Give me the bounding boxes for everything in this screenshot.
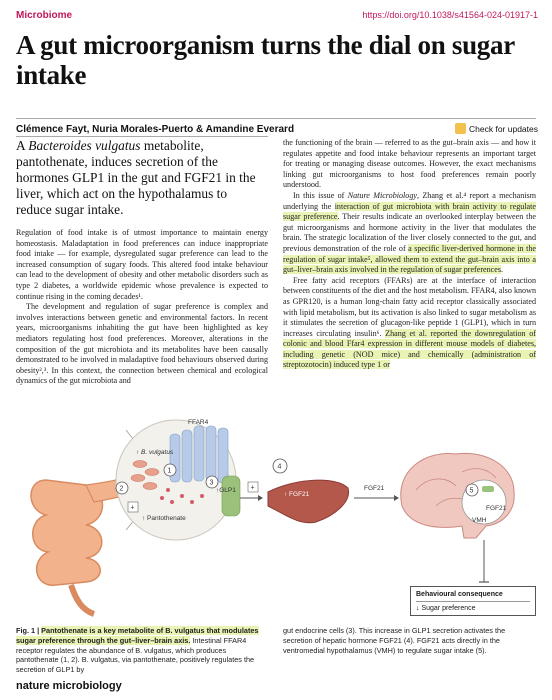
caption-highlight: Pantothenate is a key metabolite of B. vulgatus that modulates sugar preference through the gut–liver–brain axis. (16, 626, 259, 645)
behaviour-value: ↓ Sugar preference (416, 601, 530, 613)
paragraph: Regulation of food intake is of utmost importance to maintain energy homeostasis. Maladaptation in food preferences can induce inappropriate food intake — for example, dysregulated sugar preference can lead to the increased consumption of sugary foods. This altered food intake behaviour can lead to the development of obesity and other metabolic disorders such as type 2 diabetes, a worldwide epidemic whose prevalence is expected to continue rising in the coming decades¹. (16, 228, 268, 301)
paragraph: The development and regulation of sugar preference is complex and involves interactions between genetic and environmental factors. In recent years, microorganisms inhabiting the gut have been highlighted as key mediators regulating host food preferences. Moreover, alterations in the composition of the gut microbiota and its metabolites have been causally demonstrated to be involved in maladaptive food behaviours observed during obesity²,³. In this context, the connection between chemical and ecological dynamics of the gut microbiota and (16, 302, 268, 386)
svg-text:5: 5 (469, 487, 474, 495)
left-column (16, 228, 268, 387)
check-updates-icon (455, 123, 466, 134)
svg-text:4: 4 (277, 463, 282, 471)
highlight: a specific liver-derived hormone in the regulation of sugar intake⁵, allowed them to extend the gut–brain axis into a gut–liver–brain axis involved in the regulation of sugar preferences (283, 243, 536, 275)
svg-text:↑ Pantothenate: ↑ Pantothenate (142, 515, 186, 522)
figure-caption: Fig. 1 | Pantothenate is a key metabolite of B. vulgatus that modulates sugar preference through the gut–liver–brain axis. Intestinal FFAR4 receptor regulates the abundance of B. vulgatus, which produces pantothenate (1, 2). B. vulgatus, via pantothenate, positively regulates the secretion of GLP1 by (16, 626, 259, 675)
species-name: Bacteroides vulgatus (28, 138, 141, 153)
doi-link[interactable]: https://doi.org/10.1038/s41564-024-01917-1 (362, 10, 538, 20)
highlight: interaction of gut microbiota with brain activity to regulate sugar preference (283, 201, 536, 222)
check-updates-button[interactable] (455, 123, 538, 134)
svg-text:+: + (250, 484, 255, 492)
paragraph: Free fatty acid receptors (FFARs) are at the interface of interaction between constituents of the diet and the host metabolism. FFAR4, also known as GPR120, is a human long-chain fatty acid receptor classically associated with lipid metabolism, but its activation is also linked to sugar metabolism as it stimulates the secretion of glucagon-like peptide 1 (GLP1), which in turn increases circulating insulin⁶. Zhang et al. reported the downregulation of colonic and blood Ffar4 expression in different mouse models of diabetes, including genetic (NOD mice) and chemically (administration of streptozotocin) induced type 1 or (283, 275, 536, 370)
check-updates-label: Check for updates (469, 123, 538, 134)
behaviour-title: Behavioural consequence (416, 591, 503, 598)
svg-text:2: 2 (119, 485, 124, 493)
section-label: Microbiome (16, 10, 73, 21)
article-title: A gut microorganism turns the dial on sugar intake (16, 30, 515, 90)
authors: Clémence Fayt, Nuria Morales-Puerto & Amandine Everard (16, 124, 295, 135)
behaviour-box (410, 586, 536, 616)
svg-text:↑ FGF21: ↑ FGF21 (284, 491, 310, 498)
svg-text:3: 3 (209, 479, 214, 487)
svg-text:VMH: VMH (472, 517, 487, 524)
journal-logo: nature microbiology (16, 680, 122, 692)
paragraph: In this issue of Nature Microbiology, Zhang et al.⁴ report a mechanism underlying the interaction of gut microbiota with brain activity to regulate sugar preference. Their results indicate an overlooked interplay between the gut microorganisms and hormone activity in the liver that modulates the brain. The strategic localization of the liver closely connected to the gut, and previous demonstration of the role of a specific liver-derived hormone in the regulation of sugar intake⁵, allowed them to extend the gut–brain axis into a gut–liver–brain axis involved in the regulation of sugar preferences. (283, 190, 536, 275)
svg-text:↑GLP1: ↑GLP1 (216, 487, 236, 494)
svg-text:↑ B. vulgatus: ↑ B. vulgatus (136, 449, 174, 456)
svg-text:FGF21: FGF21 (486, 505, 507, 512)
svg-text:1: 1 (167, 467, 172, 475)
paragraph: the functioning of the brain — referred to as the gut–brain axis — and how it regulates appetite and food intake behaviour represents an important target for treating or managing disease outcomes. However, the exact mechanisms linking gut microorganisms to host food preferences remain poorly understood. (283, 138, 536, 190)
divider (16, 136, 268, 137)
svg-text:+: + (130, 504, 135, 512)
figure-caption-continued: gut endocrine cells (3). This increase in GLP1 secretion activates the secretion of hepatic hormone FGF21 (4). FGF21 acts directly in the ventromedial hypothalamus (VMH) to regulate sugar intake (5). (283, 626, 506, 655)
svg-text:FGF21: FGF21 (364, 485, 385, 492)
highlight: Zhang et al. reported the downregulation of colonic and blood Ffar4 expression in different mouse models of diabetes, including genetic (NOD mice) and chemically (administration of streptozotocin) induced type 1 or (283, 328, 536, 370)
right-column (283, 138, 536, 371)
divider (16, 118, 536, 119)
standfirst: A Bacteroides vulgatus metabolite, pantothenate, induces secretion of the hormones GLP1 in the gut and FGF21 in the liver, which act on the hypothalamus to reduce sugar intake. (16, 138, 256, 217)
svg-text:FFAR4: FFAR4 (188, 419, 209, 426)
